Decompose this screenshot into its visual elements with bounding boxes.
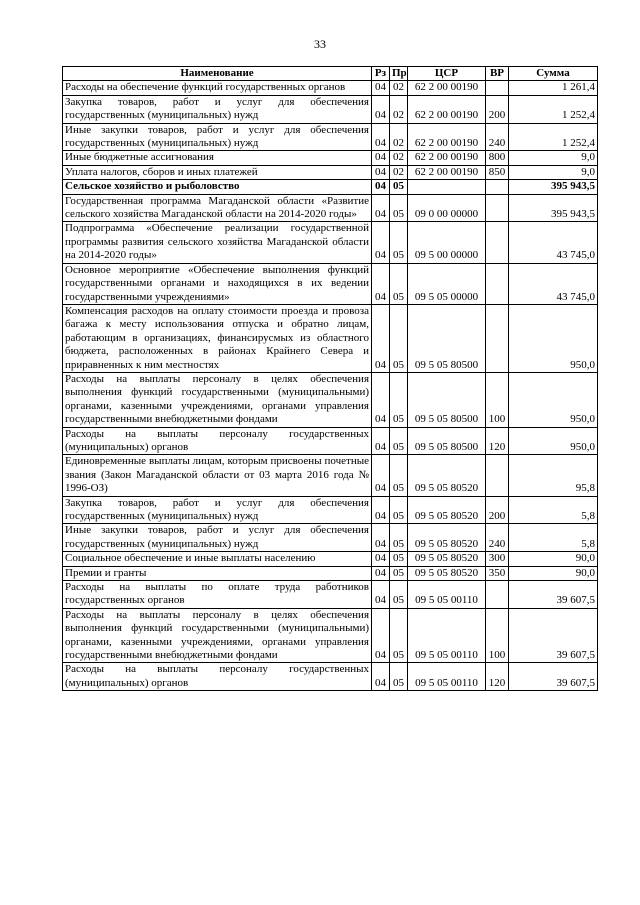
table-row (63, 180, 598, 194)
row-vr-cell (486, 455, 509, 496)
table-row (63, 566, 598, 580)
row-sum-cell: 950,0 (509, 372, 598, 427)
table-row (63, 608, 598, 663)
row-sum-cell: 43 745,0 (509, 263, 598, 304)
row-csr-cell: 62 2 00 00190 (408, 151, 486, 165)
row-pr-cell: 02 (390, 151, 408, 165)
row-name-cell: Расходы на выплаты персоналу в целях обеспечения выполнения функций государственными (муниципальными) органами, казенными учреждениями, органами управления государственными внебюджетными фондами (63, 608, 372, 663)
table-row (63, 165, 598, 179)
table-row (63, 552, 598, 566)
row-sum-cell: 9,0 (509, 165, 598, 179)
row-vr-cell: 850 (486, 165, 509, 179)
row-csr-cell: 09 5 05 80520 (408, 566, 486, 580)
row-vr-cell (486, 81, 509, 95)
row-name-cell: Компенсация расходов на оплату стоимости проезда и провоза багажа к месту использования отпуска и обратно лицам, работающим в организациях, финансирусмых из областного бюджета, расположенных в районах Крайнего Севера и приравненных к ним местностях (63, 304, 372, 372)
row-sum-cell: 39 607,5 (509, 663, 598, 691)
row-rz-cell: 04 (372, 496, 390, 524)
row-vr-cell: 350 (486, 566, 509, 580)
row-name-cell: Расходы на выплаты персоналу государственных (муниципальных) органов (63, 427, 372, 455)
row-name-cell: Подпрограмма «Обеспечение реализации государственной программы развития сельского хозяйства Магаданской области на 2014-2020 годы» (63, 222, 372, 263)
row-csr-cell: 62 2 00 00190 (408, 123, 486, 151)
row-rz-cell: 04 (372, 263, 390, 304)
row-csr-cell: 62 2 00 00190 (408, 81, 486, 95)
row-rz-cell: 04 (372, 524, 390, 552)
table-row (63, 263, 598, 304)
row-csr-cell (408, 180, 486, 194)
row-pr-cell: 05 (390, 524, 408, 552)
row-rz-cell: 04 (372, 581, 390, 609)
row-pr-cell: 05 (390, 455, 408, 496)
row-sum-cell: 1 261,4 (509, 81, 598, 95)
row-rz-cell: 04 (372, 151, 390, 165)
row-sum-cell: 90,0 (509, 566, 598, 580)
row-sum-cell: 5,8 (509, 524, 598, 552)
row-sum-cell: 43 745,0 (509, 222, 598, 263)
row-pr-cell: 02 (390, 123, 408, 151)
row-sum-cell: 395 943,5 (509, 194, 598, 222)
table-row (63, 95, 598, 123)
row-rz-cell: 04 (372, 222, 390, 263)
row-vr-cell (486, 263, 509, 304)
row-pr-cell: 05 (390, 608, 408, 663)
row-rz-cell: 04 (372, 81, 390, 95)
row-name-cell: Социальное обеспечение и иные выплаты населению (63, 552, 372, 566)
page-number: 33 (314, 37, 326, 51)
row-name-cell: Уплата налогов, сборов и иных платежей (63, 165, 372, 179)
row-pr-cell: 05 (390, 180, 408, 194)
row-pr-cell: 05 (390, 263, 408, 304)
row-vr-cell: 300 (486, 552, 509, 566)
row-pr-cell: 05 (390, 427, 408, 455)
row-rz-cell: 04 (372, 95, 390, 123)
row-vr-cell (486, 180, 509, 194)
row-csr-cell: 09 0 00 00000 (408, 194, 486, 222)
row-vr-cell (486, 581, 509, 609)
row-rz-cell: 04 (372, 552, 390, 566)
row-pr-cell: 05 (390, 581, 408, 609)
row-name-cell: Расходы на обеспечение функций государственных органов (63, 81, 372, 95)
row-vr-cell: 100 (486, 608, 509, 663)
table-row (63, 496, 598, 524)
row-sum-cell: 90,0 (509, 552, 598, 566)
row-name-cell: Премии и гранты (63, 566, 372, 580)
row-name-cell: Государственная программа Магаданской области «Развитие сельского хозяйства Магаданской области на 2014-2020 годы» (63, 194, 372, 222)
row-vr-cell (486, 222, 509, 263)
row-name-cell: Иные закупки товаров, работ и услуг для обеспечения государственных (муниципальных) нужд (63, 123, 372, 151)
row-vr-cell: 200 (486, 496, 509, 524)
row-pr-cell: 02 (390, 165, 408, 179)
table-row (63, 455, 598, 496)
row-csr-cell: 09 5 05 00000 (408, 263, 486, 304)
row-rz-cell: 04 (372, 455, 390, 496)
header-csr: ЦСР (408, 67, 486, 81)
row-name-cell: Расходы на выплаты персоналу государственных (муниципальных) органов (63, 663, 372, 691)
row-csr-cell: 09 5 00 00000 (408, 222, 486, 263)
row-name-cell: Иные закупки товаров, работ и услуг для обеспечения государственных (муниципальных) нужд (63, 524, 372, 552)
table-row (63, 81, 598, 95)
row-pr-cell: 05 (390, 372, 408, 427)
row-pr-cell: 05 (390, 222, 408, 263)
table-row (63, 151, 598, 165)
table-row (63, 222, 598, 263)
row-vr-cell: 800 (486, 151, 509, 165)
row-rz-cell: 04 (372, 427, 390, 455)
row-rz-cell: 04 (372, 566, 390, 580)
row-pr-cell: 02 (390, 81, 408, 95)
table-body (63, 81, 598, 691)
table-row (63, 663, 598, 691)
row-sum-cell: 9,0 (509, 151, 598, 165)
row-sum-cell: 950,0 (509, 427, 598, 455)
header-vr: ВР (486, 67, 509, 81)
row-vr-cell (486, 194, 509, 222)
table-row (63, 304, 598, 372)
row-csr-cell: 09 5 05 00110 (408, 608, 486, 663)
row-vr-cell: 240 (486, 524, 509, 552)
row-csr-cell: 09 5 05 80520 (408, 552, 486, 566)
row-vr-cell (486, 304, 509, 372)
row-rz-cell: 04 (372, 608, 390, 663)
row-sum-cell: 395 943,5 (509, 180, 598, 194)
row-rz-cell: 04 (372, 123, 390, 151)
row-pr-cell: 05 (390, 496, 408, 524)
row-csr-cell: 09 5 05 80500 (408, 427, 486, 455)
row-name-cell: Сельское хозяйство и рыболовство (63, 180, 372, 194)
row-pr-cell: 05 (390, 552, 408, 566)
row-sum-cell: 39 607,5 (509, 581, 598, 609)
table-row (63, 123, 598, 151)
row-sum-cell: 1 252,4 (509, 123, 598, 151)
row-csr-cell: 09 5 05 00110 (408, 581, 486, 609)
row-vr-cell: 240 (486, 123, 509, 151)
row-name-cell: Закупка товаров, работ и услуг для обеспечения государственных (муниципальных) нужд (63, 496, 372, 524)
row-csr-cell: 09 5 05 80520 (408, 496, 486, 524)
row-name-cell: Расходы на выплаты персоналу в целях обеспечения выполнения функций государственными (муниципальными) органами, казенными учреждениями, органами управления государственными внебюджетными фондами (63, 372, 372, 427)
header-name: Наименование (63, 67, 372, 81)
row-csr-cell: 62 2 00 00190 (408, 95, 486, 123)
row-rz-cell: 04 (372, 165, 390, 179)
table-row (63, 372, 598, 427)
row-vr-cell: 100 (486, 372, 509, 427)
row-vr-cell: 200 (486, 95, 509, 123)
row-sum-cell: 95,8 (509, 455, 598, 496)
row-pr-cell: 05 (390, 663, 408, 691)
row-csr-cell: 09 5 05 80500 (408, 304, 486, 372)
row-name-cell: Иные бюджетные ассигнования (63, 151, 372, 165)
row-csr-cell: 09 5 05 00110 (408, 663, 486, 691)
row-rz-cell: 04 (372, 194, 390, 222)
row-sum-cell: 39 607,5 (509, 608, 598, 663)
row-vr-cell: 120 (486, 663, 509, 691)
row-rz-cell: 04 (372, 372, 390, 427)
row-csr-cell: 62 2 00 00190 (408, 165, 486, 179)
row-rz-cell: 04 (372, 304, 390, 372)
row-name-cell: Основное мероприятие «Обеспечение выполнения функций государственными органами и находящихся в их ведении государственными учреждениями» (63, 263, 372, 304)
header-pr: Пр (390, 67, 408, 81)
row-pr-cell: 05 (390, 566, 408, 580)
row-csr-cell: 09 5 05 80520 (408, 524, 486, 552)
budget-table (62, 66, 598, 691)
row-pr-cell: 05 (390, 194, 408, 222)
row-rz-cell: 04 (372, 180, 390, 194)
row-name-cell: Закупка товаров, работ и услуг для обеспечения государственных (муниципальных) нужд (63, 95, 372, 123)
table-row (63, 524, 598, 552)
header-sum: Сумма (509, 67, 598, 81)
row-sum-cell: 1 252,4 (509, 95, 598, 123)
row-pr-cell: 02 (390, 95, 408, 123)
row-vr-cell: 120 (486, 427, 509, 455)
row-csr-cell: 09 5 05 80500 (408, 372, 486, 427)
row-csr-cell: 09 5 05 80520 (408, 455, 486, 496)
row-sum-cell: 950,0 (509, 304, 598, 372)
row-name-cell: Единовременные выплаты лицам, которым присвоены почетные звания (Закон Магаданской области от 03 марта 2016 года № 1996-ОЗ) (63, 455, 372, 496)
row-pr-cell: 05 (390, 304, 408, 372)
table-header-row (63, 67, 598, 81)
table-row (63, 427, 598, 455)
header-rz: Рз (372, 67, 390, 81)
row-rz-cell: 04 (372, 663, 390, 691)
row-sum-cell: 5,8 (509, 496, 598, 524)
table-row (63, 581, 598, 609)
row-name-cell: Расходы на выплаты по оплате труда работников государственных органов (63, 581, 372, 609)
table-row (63, 194, 598, 222)
